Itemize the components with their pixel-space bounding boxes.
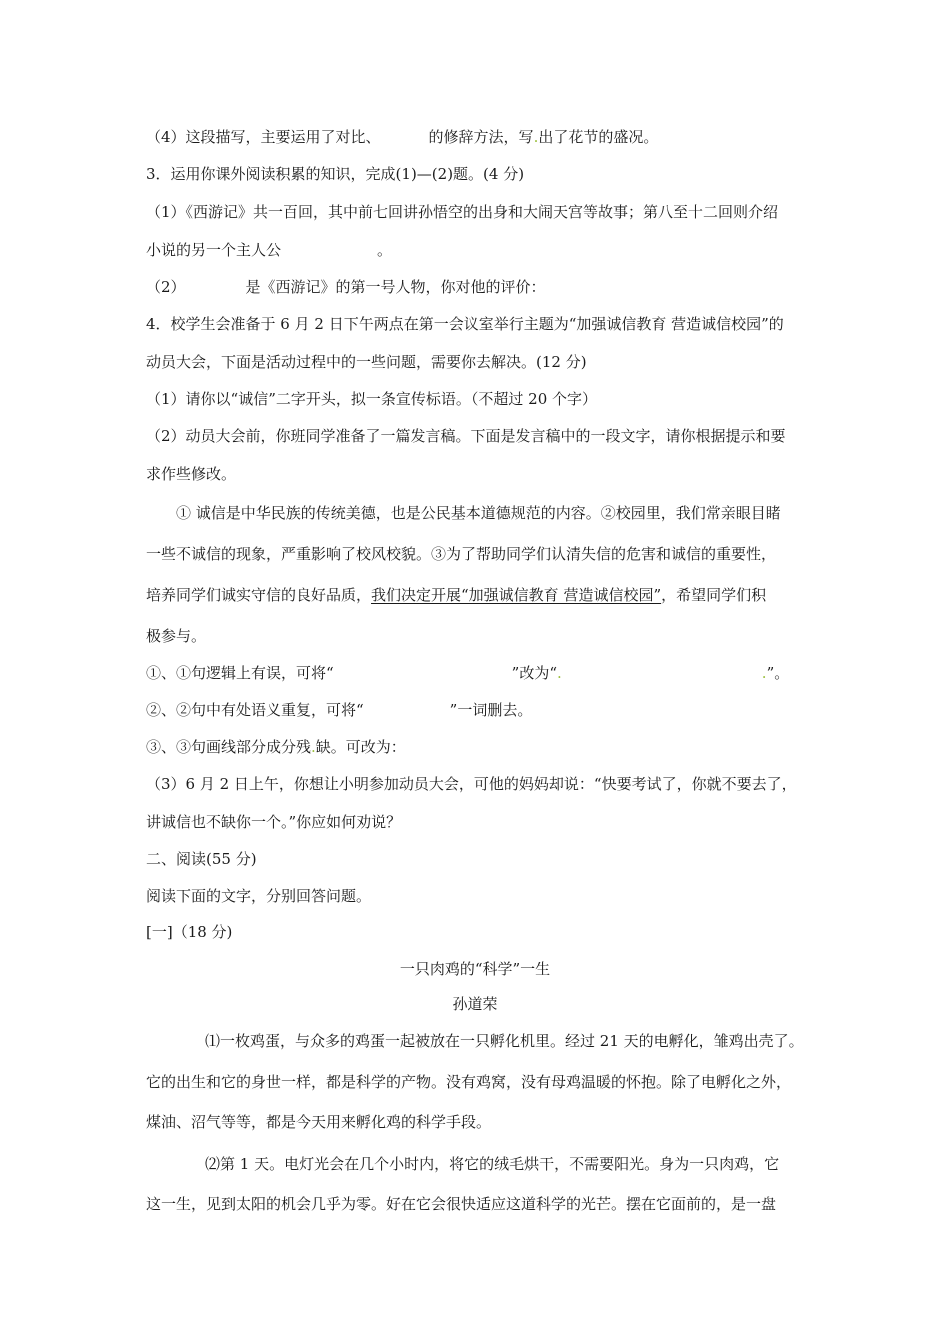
article-para-2-cont: 这一生，见到太阳的机会几乎为零。好在它会很快适应这道科学的光芒。摆在它面前的，是一盘	[146, 1195, 777, 1213]
reading-instruction: 阅读下面的文字，分别回答问题。	[146, 887, 372, 905]
question-4-2: （2）动员大会前，你班同学准备了一篇发言稿。下面是发言稿中的一段文字，请你根据提示和要	[146, 427, 786, 445]
question-4-header: 4．校学生会准备于 6 月 2 日下午两点在第一会议室举行主题为“加强诚信教育 营造诚信校园”的	[146, 315, 784, 333]
text: 培养同学们诚实守信的良好品质，	[146, 586, 372, 604]
article-para-1-cont: 它的出生和它的身世一样，都是科学的产物。没有鸡窝，没有母鸡温暖的怀抱。除了电孵化之外，	[146, 1073, 792, 1091]
text: ”一词删去。	[449, 701, 533, 719]
article-title: 一只肉鸡的“科学”一生	[399, 960, 551, 978]
text: 。	[377, 241, 393, 259]
question-4-3-cont: 讲诚信也不缺你一个。”你应如何劝说？	[146, 813, 402, 831]
text: （2）	[146, 278, 186, 296]
text: 的修辞方法，写	[428, 128, 534, 146]
text: ”。	[766, 664, 790, 682]
text: 是《西游记》的第一号人物，你对他的评价：	[245, 278, 546, 296]
revision-2	[146, 700, 532, 720]
article-author: 孙道荣	[452, 995, 498, 1013]
part-1-header: [一]（18 分)	[146, 923, 233, 941]
question-4-2-cont: 求作些修改。	[146, 465, 237, 483]
article-para-2: ⑵第 1 天。电灯光会在几个小时内，将它的绒毛烘干，不需要阳光。身为一只肉鸡，它	[205, 1155, 780, 1173]
speech-para-3	[146, 585, 766, 605]
question-3-1-cont	[146, 240, 392, 260]
dot-mark: .	[557, 664, 562, 682]
dot-mark: .	[761, 664, 767, 682]
text: 出了花节的盛况。	[538, 128, 659, 146]
dot-mark: .	[311, 738, 316, 756]
revision-3	[146, 737, 406, 757]
text: ，希望同学们积	[661, 586, 767, 604]
section-2-header: 二、阅读(55 分)	[146, 850, 257, 868]
question-3-1: （1）《西游记》共一百回，其中前七回讲孙悟空的出身和大闹天宫等故事；第八至十二回则介绍	[146, 203, 779, 221]
text: ②、②句中有处语义重复，可将“	[146, 701, 364, 719]
speech-para-4: 极参与。	[146, 627, 207, 645]
question-4-3: （3）6 月 2 日上午，你想让小明参加动员大会，可他的妈妈却说：“快要考试了，你就不要去了，	[146, 775, 797, 793]
text: ③、③句画线部分成分残	[146, 738, 312, 756]
speech-para-2: 一些不诚信的现象，严重影响了校风校貌。③为了帮助同学们认清失信的危害和诚信的重要性，	[146, 545, 777, 563]
revision-1	[146, 663, 789, 683]
text: 小说的另一个主人公	[146, 241, 282, 259]
question-4-header-cont: 动员大会，下面是活动过程中的一些问题，需要你去解决。(12 分)	[146, 353, 587, 371]
underlined-text: 我们决定开展“加强诚信教育 营造诚信校园”	[371, 586, 662, 604]
text: （4）这段描写，主要运用了对比、	[146, 128, 381, 146]
question-3-2	[146, 277, 546, 297]
question-3-header: 3．运用你课外阅读积累的知识，完成(1)—(2)题。(4 分)	[146, 165, 525, 183]
text: 缺。可改为：	[315, 738, 406, 756]
dot-mark: .	[533, 128, 539, 146]
text: ①、①句逻辑上有误，可将“	[146, 664, 334, 682]
speech-para-1: ① 诚信是中华民族的传统美德，也是公民基本道德规范的内容。②校园里，我们常亲眼目睹	[176, 504, 781, 522]
text: ”改为“	[511, 664, 558, 682]
article-para-1: ⑴一枚鸡蛋，与众多的鸡蛋一起被放在一只孵化机里。经过 21 天的电孵化，雏鸡出壳了。	[205, 1032, 804, 1050]
article-para-1-cont: 煤油、沼气等等，都是今天用来孵化鸡的科学手段。	[146, 1113, 492, 1131]
question-4-1: （1）请你以“诚信”二字开头，拟一条宣传标语。（不超过 20 个字）	[146, 390, 598, 408]
question-4-rhetoric	[146, 127, 658, 147]
